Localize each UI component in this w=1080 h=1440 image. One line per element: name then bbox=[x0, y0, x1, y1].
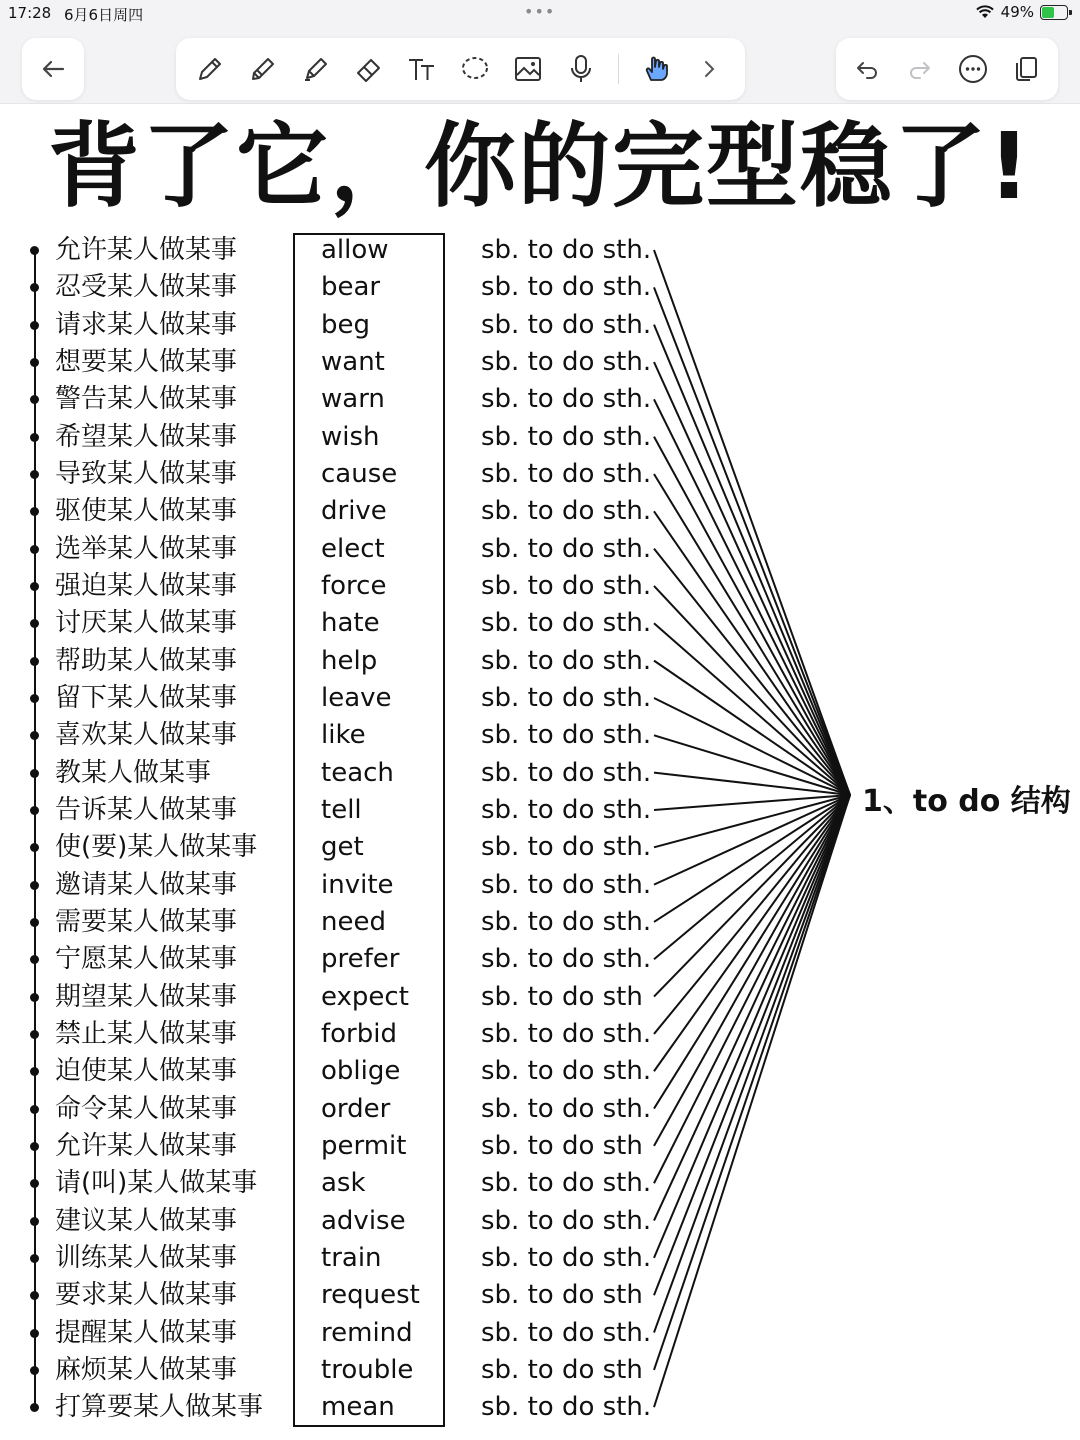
verb: wish bbox=[321, 421, 380, 452]
phrase-row bbox=[0, 381, 1080, 418]
sentence-pattern: sb. to do sth. bbox=[481, 757, 652, 788]
sentence-pattern: sb. to do sth. bbox=[481, 570, 652, 601]
chinese-meaning: 建议某人做某事 bbox=[55, 1205, 238, 1236]
bullet-dot bbox=[30, 1403, 39, 1412]
verb: drive bbox=[321, 496, 387, 527]
bullet-dot bbox=[30, 694, 39, 703]
sentence-pattern: sb. to do sth. bbox=[481, 235, 652, 265]
phrase-row bbox=[0, 717, 1080, 754]
redo-icon bbox=[906, 55, 934, 83]
chinese-meaning: 强迫某人做某事 bbox=[55, 570, 238, 601]
sentence-pattern: sb. to do sth. bbox=[481, 1056, 652, 1087]
toolbar-area bbox=[0, 28, 1080, 104]
verb: force bbox=[321, 570, 387, 601]
sentence-pattern: sb. to do sth. bbox=[481, 906, 652, 937]
chinese-meaning: 禁止某人做某事 bbox=[55, 1018, 238, 1049]
verb: expect bbox=[321, 981, 409, 1012]
verb: teach bbox=[321, 757, 394, 788]
phrase-row bbox=[0, 1389, 1080, 1426]
more-tools-button[interactable] bbox=[687, 47, 731, 91]
multitasking-dots[interactable]: ••• bbox=[524, 2, 556, 21]
undo-icon bbox=[853, 55, 881, 83]
sentence-pattern: sb. to do sth. bbox=[481, 869, 652, 900]
battery-level bbox=[1042, 7, 1054, 18]
phrase-row bbox=[0, 531, 1080, 568]
phrase-row bbox=[0, 904, 1080, 941]
chinese-meaning: 请求某人做某事 bbox=[55, 309, 238, 340]
sentence-pattern: sb. to do sth. bbox=[481, 1242, 652, 1273]
lasso-tool-button[interactable] bbox=[453, 47, 497, 91]
chinese-meaning: 需要某人做某事 bbox=[55, 906, 238, 937]
phrase-row bbox=[0, 1240, 1080, 1277]
verb: elect bbox=[321, 533, 385, 564]
sentence-pattern: sb. to do sth. bbox=[481, 533, 652, 564]
bullet-dot bbox=[30, 619, 39, 628]
bullet-dot bbox=[30, 1329, 39, 1338]
phrase-row bbox=[0, 232, 1080, 269]
verb: train bbox=[321, 1242, 382, 1273]
phrase-row bbox=[0, 605, 1080, 642]
pen-tool-button[interactable] bbox=[188, 47, 232, 91]
chinese-meaning: 麻烦某人做某事 bbox=[55, 1354, 238, 1385]
phrase-row bbox=[0, 941, 1080, 978]
phrase-row bbox=[0, 1277, 1080, 1314]
chinese-meaning: 喜欢某人做某事 bbox=[55, 720, 238, 751]
chevron-right-icon bbox=[697, 57, 721, 81]
chinese-meaning: 提醒某人做某事 bbox=[55, 1317, 238, 1348]
verb: trouble bbox=[321, 1354, 414, 1385]
sentence-pattern: sb. to do sth bbox=[481, 1280, 643, 1311]
verb: order bbox=[321, 1093, 391, 1124]
status-time: 17:28 bbox=[8, 4, 52, 22]
bullet-dot bbox=[30, 1030, 39, 1039]
undo-button[interactable] bbox=[845, 47, 889, 91]
bullet-dot bbox=[30, 545, 39, 554]
verb: permit bbox=[321, 1130, 407, 1161]
chinese-meaning: 宁愿某人做某事 bbox=[55, 944, 238, 975]
chinese-meaning: 讨厌某人做某事 bbox=[55, 608, 238, 639]
sentence-pattern: sb. to do sth. bbox=[481, 608, 652, 639]
back-button[interactable] bbox=[22, 38, 84, 100]
phrase-row bbox=[0, 1091, 1080, 1128]
verb: help bbox=[321, 645, 378, 676]
status-right bbox=[975, 3, 1068, 21]
text-icon bbox=[405, 52, 439, 86]
bullet-dot bbox=[30, 1366, 39, 1375]
bullet-dot bbox=[30, 433, 39, 442]
phrase-row bbox=[0, 1165, 1080, 1202]
chinese-meaning: 选举某人做某事 bbox=[55, 533, 238, 564]
phrase-row bbox=[0, 1016, 1080, 1053]
phrase-row bbox=[0, 568, 1080, 605]
sentence-pattern: sb. to do sth bbox=[481, 981, 643, 1012]
bullet-dot bbox=[30, 470, 39, 479]
pages-icon bbox=[1011, 54, 1041, 84]
bullet-dot bbox=[30, 1142, 39, 1151]
verb: prefer bbox=[321, 944, 400, 975]
note-title: 背了它，你的完型稳了! bbox=[48, 113, 1032, 220]
image-tool-button[interactable] bbox=[506, 47, 550, 91]
chinese-meaning: 命令某人做某事 bbox=[55, 1093, 238, 1124]
phrase-row bbox=[0, 344, 1080, 381]
toolbar-separator bbox=[618, 54, 619, 84]
bullet-dot bbox=[30, 1105, 39, 1114]
sentence-pattern: sb. to do sth bbox=[481, 1130, 643, 1161]
verb: advise bbox=[321, 1205, 406, 1236]
sentence-pattern: sb. to do sth. bbox=[481, 421, 652, 452]
bullet-dot bbox=[30, 955, 39, 964]
chinese-meaning: 驱使某人做某事 bbox=[55, 496, 238, 527]
pencil-icon bbox=[246, 52, 280, 86]
phrase-row bbox=[0, 493, 1080, 530]
sentence-pattern: sb. to do sth. bbox=[481, 272, 652, 303]
phrase-row bbox=[0, 680, 1080, 717]
bullet-dot bbox=[30, 358, 39, 367]
pen-icon bbox=[193, 52, 227, 86]
chinese-meaning: 留下某人做某事 bbox=[55, 682, 238, 713]
verb: need bbox=[321, 906, 386, 937]
chinese-meaning: 要求某人做某事 bbox=[55, 1280, 238, 1311]
sentence-pattern: sb. to do sth. bbox=[481, 309, 652, 340]
sentence-pattern: sb. to do sth. bbox=[481, 1018, 652, 1049]
status-date: 6月6日周四 bbox=[64, 6, 144, 24]
pages-button[interactable] bbox=[1004, 47, 1048, 91]
bullet-dot bbox=[30, 1067, 39, 1076]
bullet-dot bbox=[30, 395, 39, 404]
phrase-row bbox=[0, 307, 1080, 344]
phrase-row bbox=[0, 1315, 1080, 1352]
drawing-toolbar bbox=[176, 38, 745, 100]
verb: forbid bbox=[321, 1018, 397, 1049]
phrase-row bbox=[0, 979, 1080, 1016]
bullet-dot bbox=[30, 582, 39, 591]
sentence-pattern: sb. to do sth. bbox=[481, 1093, 652, 1124]
hand-touch-icon bbox=[639, 52, 673, 86]
verb: cause bbox=[321, 458, 398, 489]
chinese-meaning: 帮助某人做某事 bbox=[55, 645, 238, 676]
bullet-dot bbox=[30, 993, 39, 1002]
phrase-row bbox=[0, 643, 1080, 680]
bullet-dot bbox=[30, 321, 39, 330]
status-bar bbox=[0, 0, 1080, 28]
chinese-meaning: 警告某人做某事 bbox=[55, 384, 238, 415]
sentence-pattern: sb. to do sth. bbox=[481, 1205, 652, 1236]
text-tool-button[interactable] bbox=[400, 47, 444, 91]
sentence-pattern: sb. to do sth. bbox=[481, 458, 652, 489]
phrase-row bbox=[0, 1053, 1080, 1090]
verb: beg bbox=[321, 309, 371, 340]
eraser-tool-button[interactable] bbox=[347, 47, 391, 91]
chinese-meaning: 允许某人做某事 bbox=[55, 235, 238, 265]
verb: leave bbox=[321, 682, 392, 713]
phrase-row bbox=[0, 829, 1080, 866]
phrase-row bbox=[0, 1352, 1080, 1389]
bullet-dot bbox=[30, 769, 39, 778]
sentence-pattern: sb. to do sth. bbox=[481, 794, 652, 825]
sentence-pattern: sb. to do sth bbox=[481, 1354, 643, 1385]
action-toolbar bbox=[836, 38, 1058, 100]
verb: oblige bbox=[321, 1056, 401, 1087]
verb: want bbox=[321, 346, 385, 377]
bullet-dot bbox=[30, 246, 39, 255]
verb: get bbox=[321, 832, 364, 863]
chinese-meaning: 告诉某人做某事 bbox=[55, 794, 238, 825]
verb: allow bbox=[321, 235, 389, 265]
verb: tell bbox=[321, 794, 362, 825]
bullet-dot bbox=[30, 1254, 39, 1263]
verb: bear bbox=[321, 272, 381, 303]
wifi-icon bbox=[975, 4, 995, 20]
touch-tool-button[interactable] bbox=[634, 47, 678, 91]
bullet-dot bbox=[30, 1291, 39, 1300]
more-options-button[interactable] bbox=[951, 47, 995, 91]
chinese-meaning: 导致某人做某事 bbox=[55, 458, 238, 489]
highlighter-icon bbox=[299, 52, 333, 86]
verb: mean bbox=[321, 1392, 395, 1423]
chinese-meaning: 忍受某人做某事 bbox=[55, 272, 238, 303]
bullet-dot bbox=[30, 507, 39, 516]
verb: like bbox=[321, 720, 366, 751]
battery-icon bbox=[1040, 5, 1068, 20]
phrase-row bbox=[0, 456, 1080, 493]
verb: request bbox=[321, 1280, 420, 1311]
chinese-meaning: 打算要某人做某事 bbox=[55, 1392, 264, 1423]
phrase-row bbox=[0, 269, 1080, 306]
microphone-icon bbox=[564, 52, 598, 86]
bullet-dot bbox=[30, 806, 39, 815]
chinese-meaning: 请(叫)某人做某事 bbox=[55, 1168, 258, 1199]
bullet-dot bbox=[30, 657, 39, 666]
phrase-row bbox=[0, 867, 1080, 904]
chinese-meaning: 期望某人做某事 bbox=[55, 981, 238, 1012]
bullet-dot bbox=[30, 918, 39, 927]
sentence-pattern: sb. to do sth. bbox=[481, 720, 652, 751]
back-arrow-icon bbox=[39, 55, 67, 83]
sentence-pattern: sb. to do sth. bbox=[481, 384, 652, 415]
phrase-row bbox=[0, 1203, 1080, 1240]
microphone-tool-button[interactable] bbox=[559, 47, 603, 91]
verb: remind bbox=[321, 1317, 413, 1348]
phrase-row bbox=[0, 1128, 1080, 1165]
bullet-dot bbox=[30, 881, 39, 890]
bullet-dot bbox=[30, 731, 39, 740]
bullet-dot bbox=[30, 283, 39, 292]
more-icon bbox=[956, 52, 990, 86]
sentence-pattern: sb. to do sth. bbox=[481, 496, 652, 527]
highlighter-tool-button[interactable] bbox=[294, 47, 338, 91]
chinese-meaning: 使(要)某人做某事 bbox=[55, 832, 258, 863]
chinese-meaning: 允许某人做某事 bbox=[55, 1130, 238, 1161]
redo-button[interactable] bbox=[898, 47, 942, 91]
verb: warn bbox=[321, 384, 385, 415]
pencil-tool-button[interactable] bbox=[241, 47, 285, 91]
verb: invite bbox=[321, 869, 394, 900]
chinese-meaning: 训练某人做某事 bbox=[55, 1242, 238, 1273]
bullet-dot bbox=[30, 1179, 39, 1188]
sentence-pattern: sb. to do sth. bbox=[481, 1168, 652, 1199]
sentence-pattern: sb. to do sth. bbox=[481, 682, 652, 713]
bullet-dot bbox=[30, 843, 39, 852]
verb: hate bbox=[321, 608, 380, 639]
sentence-pattern: sb. to do sth. bbox=[481, 1317, 652, 1348]
chinese-meaning: 想要某人做某事 bbox=[55, 346, 238, 377]
sentence-pattern: sb. to do sth. bbox=[481, 645, 652, 676]
chinese-meaning: 迫使某人做某事 bbox=[55, 1056, 238, 1087]
chinese-meaning: 教某人做某事 bbox=[55, 757, 212, 788]
lasso-icon bbox=[458, 52, 492, 86]
chinese-meaning: 希望某人做某事 bbox=[55, 421, 238, 452]
sentence-pattern: sb. to do sth. bbox=[481, 832, 652, 863]
chinese-meaning: 邀请某人做某事 bbox=[55, 869, 238, 900]
sentence-pattern: sb. to do sth. bbox=[481, 346, 652, 377]
eraser-icon bbox=[352, 52, 386, 86]
sentence-pattern: sb. to do sth. bbox=[481, 1392, 652, 1423]
verb: ask bbox=[321, 1168, 366, 1199]
bullet-dot bbox=[30, 1217, 39, 1226]
sentence-pattern: sb. to do sth. bbox=[481, 944, 652, 975]
battery-percent: 49% bbox=[1000, 3, 1034, 21]
phrase-row bbox=[0, 419, 1080, 456]
structure-label: 1、to do 结构 bbox=[862, 784, 1071, 819]
image-icon bbox=[511, 52, 545, 86]
